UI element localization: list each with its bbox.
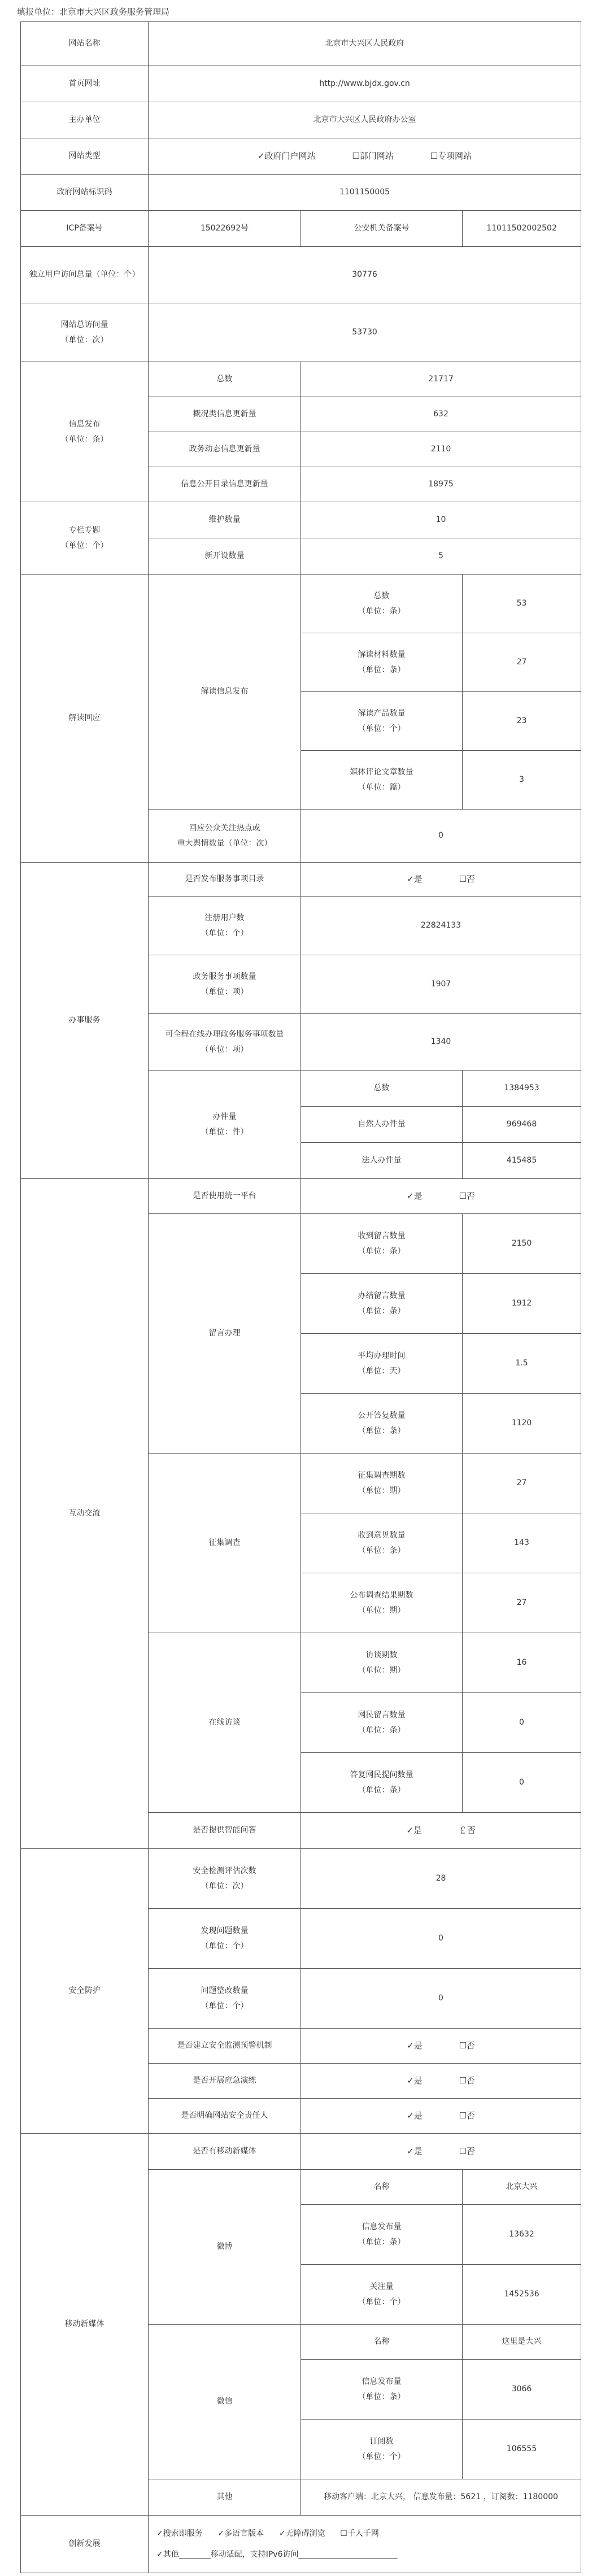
security-check-options	[301, 2099, 581, 2134]
smart-qa-label: 是否提供智能问答	[149, 1813, 301, 1849]
site-type-special: ☐专项网站	[430, 151, 472, 162]
security-tests-label	[149, 1849, 301, 1909]
row-mobile-has	[21, 2134, 581, 2170]
survey-row-label	[301, 1513, 463, 1573]
visitors-value: 30776	[149, 247, 581, 303]
mobile-label: 移动新媒体	[21, 2134, 149, 2516]
weibo-posts-label	[301, 2205, 463, 2265]
interpret-row-label	[301, 692, 463, 751]
service-users-label-line1: 注册用户数	[204, 913, 245, 923]
info-publish-label-line1: 信息发布	[68, 419, 101, 429]
row-homepage	[21, 66, 581, 102]
mobile-has-no: ☐否	[459, 2146, 475, 2157]
interpret-row-value: 27	[463, 633, 581, 692]
service-items-label-line1: 政务服务事项数量	[193, 972, 256, 981]
security-fixed-label-line1: 问题整改数量	[201, 1986, 249, 1995]
row-icp	[21, 211, 581, 247]
smart-qa-no: ￡否	[458, 1825, 476, 1836]
security-check-yes: ✓是	[407, 2040, 423, 2051]
weibo-name-value: 北京大兴	[463, 2170, 581, 2205]
security-found-label-line1: 发现问题数量	[201, 1926, 249, 1935]
organizer-value: 北京市大兴区人民政府办公室	[149, 102, 581, 138]
site-type-label: 网站类型	[21, 138, 149, 175]
survey-row-label	[301, 1573, 463, 1633]
security-check-label: 是否开展应急演练	[149, 2064, 301, 2099]
message-row-label-line2: （单位：条）	[358, 1306, 406, 1316]
survey-row-value: 27	[463, 1454, 581, 1513]
handle-row-label: 法人办件量	[301, 1143, 463, 1179]
security-check-label: 是否建立安全监测预警机制	[149, 2029, 301, 2064]
message-row-label-line1: 收到留言数量	[358, 1231, 406, 1241]
message-row-label-line1: 公开答复数量	[358, 1411, 406, 1420]
interview-row-label-line2: （单位：条）	[358, 1725, 406, 1735]
interpret-row-label-line2: （单位：个）	[358, 724, 406, 733]
interview-row-label	[301, 1693, 463, 1753]
wechat-posts-label-line2: （单位：条）	[358, 2392, 406, 2401]
interview-row-label-line1: 网民留言数量	[358, 1710, 406, 1720]
homepage-label: 首页网址	[21, 66, 149, 102]
service-catalog-no: ☐否	[459, 874, 475, 885]
row-columns-maintain	[21, 502, 581, 538]
wechat-posts-value: 3066	[463, 2360, 581, 2420]
columns-row-label: 新开设数量	[149, 538, 301, 575]
wechat-subs-label	[301, 2420, 463, 2479]
innovation-options	[149, 2516, 581, 2573]
pageviews-label-line2: （单位：次）	[60, 335, 108, 345]
info-row-value: 18975	[301, 467, 581, 502]
interpret-row-label-line1: 媒体评论文章数量	[350, 767, 413, 777]
security-fixed-value: 0	[301, 1969, 581, 2029]
security-check-yes: ✓是	[407, 2075, 423, 2086]
service-catalog-options	[301, 863, 581, 897]
weibo-posts-label-line2: （单位：条）	[358, 2237, 406, 2247]
report-header: 填报单位：北京市大兴区政务服务管理局	[17, 7, 170, 17]
interview-row-value: 0	[463, 1693, 581, 1753]
message-row-label	[301, 1334, 463, 1394]
columns-label-line2: （单位：个）	[60, 541, 108, 550]
interpret-row-label	[301, 633, 463, 692]
service-online-value: 1340	[301, 1014, 581, 1071]
handle-row-label: 自然人办件量	[301, 1107, 463, 1143]
security-check-no: ☐否	[459, 2040, 475, 2051]
row-site-name	[21, 22, 581, 66]
weibo-posts-value: 13632	[463, 2205, 581, 2265]
weibo-label: 微博	[149, 2170, 301, 2325]
info-row-value: 2110	[301, 432, 581, 467]
security-found-value: 0	[301, 1909, 581, 1969]
icp-label: ICP备案号	[21, 211, 149, 247]
security-check-label: 是否明确网站安全责任人	[149, 2099, 301, 2134]
security-check-options	[301, 2029, 581, 2064]
security-tests-label-line2: （单位：次）	[201, 1881, 249, 1891]
mobile-has-options	[301, 2134, 581, 2170]
message-row-label-line2: （单位：天）	[358, 1366, 406, 1376]
message-row-value: 2150	[463, 1214, 581, 1274]
site-id-label: 政府网站标识码	[21, 175, 149, 211]
site-name-value: 北京市大兴区人民政府	[149, 22, 581, 66]
columns-row-value: 5	[301, 538, 581, 575]
row-info-total	[21, 362, 581, 397]
message-row-label-line2: （单位：条）	[358, 1426, 406, 1435]
handle-row-value: 969468	[463, 1107, 581, 1143]
service-users-label	[149, 897, 301, 955]
survey-row-label-line1: 征集调查期数	[358, 1470, 406, 1480]
respond-value: 0	[301, 810, 581, 863]
site-name-label: 网站名称	[21, 22, 149, 66]
platform-yes: ✓是	[407, 1191, 423, 1202]
row-service-catalog	[21, 863, 581, 897]
wechat-subs-label-line2: （单位：个）	[358, 2452, 406, 2461]
police-value: 11011502002502	[463, 211, 581, 247]
smart-qa-yes: ✓是	[406, 1825, 422, 1836]
survey-row-label-line2: （单位：期）	[358, 1605, 406, 1615]
wechat-subs-label-line1: 订阅数	[369, 2436, 394, 2446]
security-fixed-label	[149, 1969, 301, 2029]
info-row-value: 632	[301, 397, 581, 432]
security-found-label-line2: （单位：个）	[201, 1941, 249, 1951]
columns-label-line1: 专栏专题	[68, 525, 101, 535]
interaction-label: 互动交流	[21, 1179, 149, 1849]
service-users-label-line2: （单位：个）	[201, 928, 249, 938]
service-online-label-line2: （单位：项）	[201, 1045, 249, 1054]
site-type-portal: ✓政府门户网站	[257, 151, 316, 162]
mobile-has-label: 是否有移动新媒体	[149, 2134, 301, 2170]
mobile-has-yes: ✓是	[407, 2146, 423, 2157]
interpret-row-value: 23	[463, 692, 581, 751]
survey-row-label	[301, 1454, 463, 1513]
interpret-sub-label: 解读信息发布	[149, 575, 301, 810]
survey-row-value: 27	[463, 1573, 581, 1633]
interview-row-label-line2: （单位：期）	[358, 1665, 406, 1675]
row-interpret-total	[21, 575, 581, 633]
interpret-label: 解读回应	[21, 575, 149, 863]
interpret-row-value: 3	[463, 751, 581, 810]
pageviews-label	[21, 303, 149, 362]
interpret-row-label	[301, 751, 463, 810]
security-check-no: ☐否	[459, 2111, 475, 2121]
service-online-label-line1: 可全程在线办理政务服务事项数量	[165, 1029, 284, 1039]
innovation-line1: ✓搜索即服务 ✓多语言版本 ✓无障碍浏览 ☐千人千网	[156, 2529, 379, 2539]
info-publish-label	[21, 362, 149, 502]
row-visitors	[21, 247, 581, 303]
info-publish-label-line2: （单位：条）	[60, 434, 108, 444]
interpret-row-label-line1: 总数	[373, 591, 390, 601]
columns-row-label: 维护数量	[149, 502, 301, 538]
security-check-yes: ✓是	[407, 2111, 423, 2121]
security-tests-value: 28	[301, 1849, 581, 1909]
interpret-row-label-line1: 解读材料数量	[358, 650, 406, 659]
pageviews-value: 53730	[149, 303, 581, 362]
message-row-value: 1912	[463, 1274, 581, 1334]
innovation-label: 创新发展	[21, 2516, 149, 2573]
service-items-label-line2: （单位：项）	[201, 987, 249, 997]
interview-row-label-line1: 答复网民提问数量	[350, 1770, 413, 1779]
message-row-label-line1: 办结留言数量	[358, 1291, 406, 1300]
smart-qa-options	[301, 1813, 581, 1849]
wechat-name-value: 这里是大兴	[463, 2325, 581, 2360]
security-found-label	[149, 1909, 301, 1969]
weibo-follow-label-line2: （单位：个）	[358, 2297, 406, 2307]
interpret-row-value: 53	[463, 575, 581, 633]
interview-label: 在线访谈	[149, 1633, 301, 1813]
platform-label: 是否使用统一平台	[149, 1179, 301, 1214]
weibo-follow-value: 1452536	[463, 2265, 581, 2325]
survey-row-label-line2: （单位：条）	[358, 1546, 406, 1555]
info-row-value: 21717	[301, 362, 581, 397]
row-security-tests	[21, 1849, 581, 1909]
interpret-row-label-line2: （单位：条）	[358, 665, 406, 675]
handle-label-line2: （单位：件）	[201, 1127, 249, 1137]
info-row-label: 政务动态信息更新量	[149, 432, 301, 467]
service-items-label	[149, 955, 301, 1014]
row-site-id	[21, 175, 581, 211]
weibo-name-label: 名称	[301, 2170, 463, 2205]
message-row-label-line1: 平均办理时间	[358, 1351, 406, 1360]
row-innovation	[21, 2516, 581, 2573]
interview-row-label-line2: （单位：条）	[358, 1785, 406, 1795]
survey-row-label-line1: 收到意见数量	[358, 1530, 406, 1540]
interview-row-label	[301, 1753, 463, 1813]
info-row-label: 总数	[149, 362, 301, 397]
organizer-label: 主办单位	[21, 102, 149, 138]
mobile-other-label: 其他	[149, 2479, 301, 2516]
message-row-value: 1120	[463, 1394, 581, 1454]
security-check-options	[301, 2064, 581, 2099]
service-catalog-yes: ✓是	[407, 874, 423, 885]
wechat-name-label: 名称	[301, 2325, 463, 2360]
handle-label-line1: 办件量	[212, 1112, 237, 1121]
security-fixed-label-line2: （单位：个）	[201, 2001, 249, 2011]
message-row-label	[301, 1274, 463, 1334]
icp-value: 15022692号	[149, 211, 301, 247]
message-label: 留言办理	[149, 1214, 301, 1454]
interview-row-label	[301, 1633, 463, 1693]
pageviews-label-line1: 网站总访问量	[60, 320, 108, 329]
handle-label	[149, 1071, 301, 1179]
report-table	[20, 21, 581, 2573]
site-type-options	[149, 138, 581, 175]
handle-row-label: 总数	[301, 1071, 463, 1107]
service-catalog-label: 是否发布服务事项目录	[149, 863, 301, 897]
interview-row-label-line1: 访谈期数	[365, 1650, 398, 1660]
row-organizer	[21, 102, 581, 138]
innovation-line2: ✓其他________移动适配，支持IPv6访问_________________________	[156, 2549, 398, 2559]
interpret-row-label	[301, 575, 463, 633]
interview-row-value: 16	[463, 1633, 581, 1693]
service-online-label	[149, 1014, 301, 1071]
survey-row-value: 143	[463, 1513, 581, 1573]
handle-row-value: 415485	[463, 1143, 581, 1179]
message-row-label	[301, 1214, 463, 1274]
interpret-row-label-line2: （单位：条）	[358, 606, 406, 616]
columns-label	[21, 502, 149, 575]
security-label: 安全防护	[21, 1849, 149, 2134]
survey-row-label-line1: 公布调查结果期数	[350, 1590, 413, 1600]
police-label: 公安机关备案号	[301, 211, 463, 247]
security-check-no: ☐否	[459, 2075, 475, 2086]
platform-no: ☐否	[459, 1191, 475, 1202]
wechat-posts-label-line1: 信息发布量	[362, 2377, 402, 2386]
security-tests-label-line1: 安全检测评估次数	[193, 1866, 256, 1876]
visitors-label: 独立用户访问总量（单位：个）	[21, 247, 149, 303]
service-label: 办事服务	[21, 863, 149, 1179]
message-row-label	[301, 1394, 463, 1454]
service-items-value: 1907	[301, 955, 581, 1014]
row-platform	[21, 1179, 581, 1214]
site-id-value: 1101150005	[149, 175, 581, 211]
wechat-posts-label	[301, 2360, 463, 2420]
handle-row-value: 1384953	[463, 1071, 581, 1107]
message-row-value: 1.5	[463, 1334, 581, 1394]
interview-row-value: 0	[463, 1753, 581, 1813]
wechat-subs-value: 106555	[463, 2420, 581, 2479]
respond-label-line1: 回应公众关注热点或	[189, 823, 260, 833]
weibo-follow-label	[301, 2265, 463, 2325]
info-row-label: 信息公开目录信息更新量	[149, 467, 301, 502]
mobile-other-value: 移动客户端：北京大兴， 信息发布量：5621 ，订阅数：1180000	[301, 2479, 581, 2516]
interpret-row-label-line1: 解读产品数量	[358, 708, 406, 718]
message-row-label-line2: （单位：条）	[358, 1246, 406, 1256]
site-type-department: ☐部门网站	[352, 151, 394, 162]
survey-row-label-line2: （单位：期）	[358, 1486, 406, 1495]
row-pageviews	[21, 303, 581, 362]
homepage-value: http://www.bjdx.gov.cn	[149, 66, 581, 102]
service-users-value: 22824133	[301, 897, 581, 955]
interpret-row-label-line2: （单位：篇）	[358, 782, 406, 792]
platform-options	[301, 1179, 581, 1214]
weibo-posts-label-line1: 信息发布量	[362, 2222, 402, 2231]
row-site-type	[21, 138, 581, 175]
respond-label-line2: 重大舆情数量（单位：次）	[177, 838, 272, 848]
survey-label: 征集调查	[149, 1454, 301, 1633]
wechat-label: 微信	[149, 2325, 301, 2479]
weibo-follow-label-line1: 关注量	[369, 2282, 394, 2291]
columns-row-value: 10	[301, 502, 581, 538]
info-row-label: 概况类信息更新量	[149, 397, 301, 432]
respond-label	[149, 810, 301, 863]
